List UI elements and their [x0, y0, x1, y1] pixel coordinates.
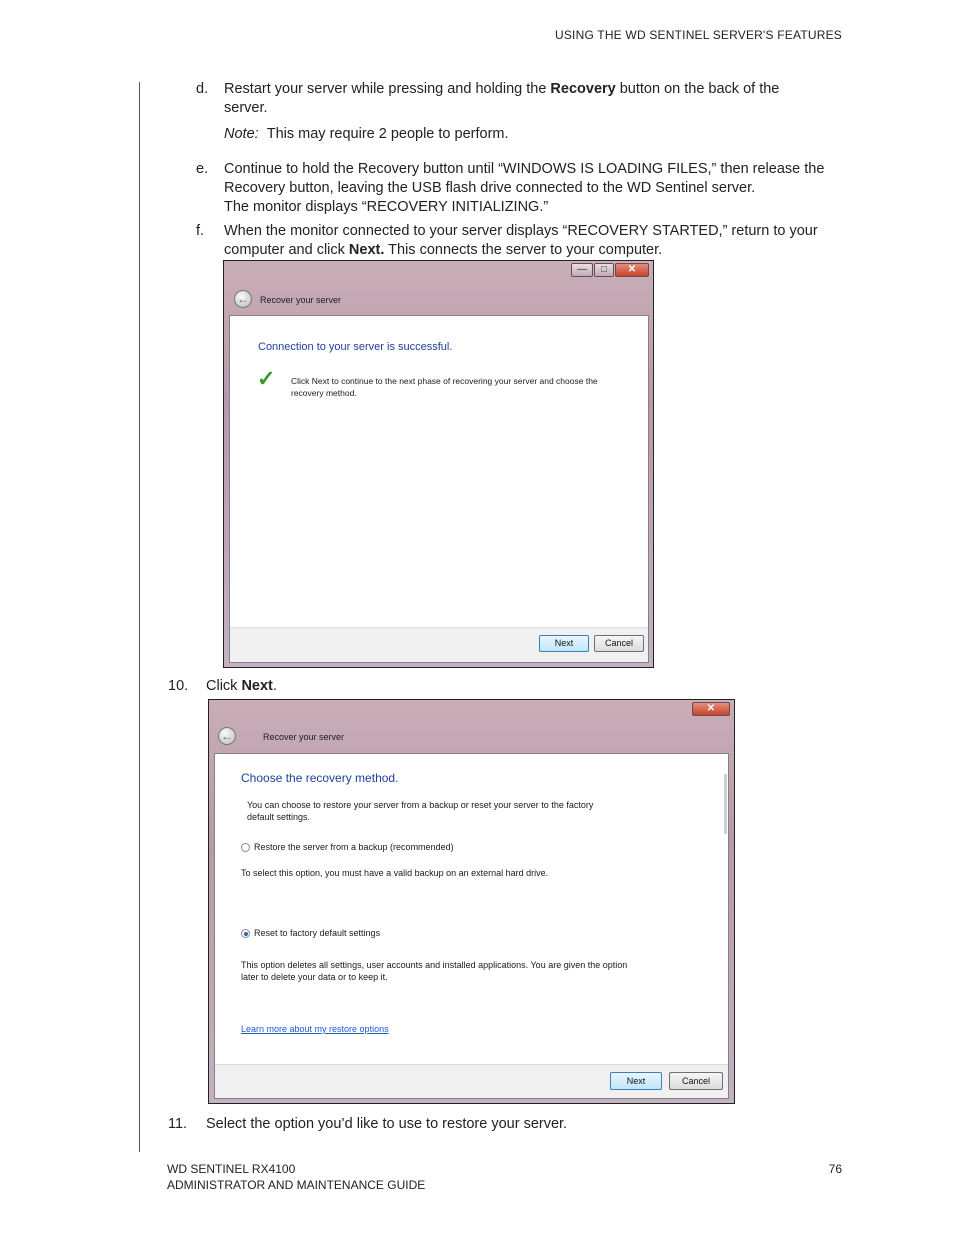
- dialog2-intro: [247, 799, 687, 823]
- step-d-text-before: Restart your server while pressing and holding the: [224, 81, 551, 97]
- running-header: USING THE WD SENTINEL SERVER'S FEATURES: [554, 28, 842, 42]
- dialog-choose-recovery-method: [208, 699, 735, 1104]
- next-button[interactable]: Next: [539, 635, 589, 652]
- radio-restore-backup[interactable]: [241, 843, 250, 852]
- dialog2-intro-line1: You can choose to restore your server from a backup or reset your server to the factory: [247, 800, 594, 810]
- dialog1-title: Recover your server: [260, 295, 342, 305]
- step-10-bold: Next: [241, 678, 273, 694]
- maximize-button[interactable]: □: [594, 263, 614, 277]
- step-e-line1: Continue to hold the Recovery button until “WINDOWS IS LOADING FILES,” then release the: [224, 161, 825, 177]
- step-d-line2: server.: [224, 100, 268, 116]
- dialog2-client: [214, 753, 729, 1099]
- next-button[interactable]: Next: [610, 1072, 662, 1090]
- option2-desc-line1: This option deletes all settings, user accounts and installed applications. You are given the option: [241, 960, 628, 970]
- back-arrow-icon[interactable]: ←: [218, 727, 236, 745]
- footer-line1: WD SENTINEL RX4100: [167, 1162, 296, 1176]
- step-f-text: [224, 222, 854, 260]
- note-label: Note:: [224, 126, 259, 142]
- radio-reset-factory[interactable]: [241, 929, 250, 938]
- step-11-text: Select the option you’d like to use to restore your server.: [206, 1116, 568, 1132]
- dialog2-titlebar: [209, 700, 734, 760]
- step-f-bold: Next.: [348, 242, 385, 258]
- step-10-text-after: .: [272, 678, 277, 694]
- option1-description: To select this option, you must have a valid backup on an external hard drive.: [241, 868, 549, 878]
- scrollbar[interactable]: [724, 774, 727, 834]
- dialog1-message: [291, 376, 631, 399]
- step-d-text-after: button on the back of the: [615, 81, 780, 97]
- learn-more-link[interactable]: Learn more about my restore options: [241, 1024, 389, 1034]
- step-10-text: [206, 677, 277, 696]
- dialog2-intro-line2: default settings.: [247, 812, 311, 822]
- note-text: This may require 2 people to perform.: [266, 126, 509, 142]
- footer-line2: ADMINISTRATOR AND MAINTENANCE GUIDE: [167, 1178, 426, 1192]
- dialog2-title: Recover your server: [263, 732, 345, 742]
- cancel-button[interactable]: Cancel: [594, 635, 644, 652]
- dialog-connection-successful: [223, 260, 654, 668]
- step-d-text: [224, 80, 844, 118]
- step-d-label: d.: [196, 81, 209, 97]
- dialog1-client: [229, 315, 649, 663]
- step-e-text: [224, 160, 854, 217]
- change-bar: [139, 82, 140, 1152]
- dialog2-button-bar: [215, 1064, 728, 1098]
- dialog1-heading: Connection to your server is successful.: [258, 341, 453, 353]
- dialog2-heading: Choose the recovery method.: [241, 771, 399, 785]
- dialog1-message-line1: Click Next to continue to the next phase of recovering your server and choose the: [291, 376, 598, 386]
- back-arrow-icon[interactable]: ←: [234, 290, 252, 308]
- option2-label[interactable]: Reset to factory default settings: [254, 928, 381, 938]
- page-number: 76: [828, 1162, 842, 1176]
- step-10-label: 10.: [168, 678, 189, 694]
- dialog1-button-bar: [230, 627, 648, 662]
- close-button[interactable]: ✕: [615, 263, 649, 277]
- step-d-bold: Recovery: [550, 81, 616, 97]
- step-f-label: f.: [196, 223, 205, 239]
- step-10-text-before: Click: [206, 678, 242, 694]
- close-button[interactable]: ✕: [692, 702, 730, 716]
- step-f-line2-before: computer and click: [224, 242, 349, 258]
- step-e-line3: The monitor displays “RECOVERY INITIALIZING.”: [224, 199, 549, 215]
- step-e-label: e.: [196, 161, 209, 177]
- minimize-button[interactable]: —: [571, 263, 593, 277]
- step-d-note: [224, 125, 509, 144]
- step-11-label: 11.: [168, 1116, 188, 1132]
- checkmark-icon: ✓: [257, 366, 276, 391]
- dialog1-window-controls: [571, 263, 649, 277]
- dialog2-window-controls: [692, 702, 730, 716]
- footer-product: [167, 1161, 425, 1193]
- step-f-line2-after: This connects the server to your computer.: [384, 242, 663, 258]
- step-f-line1: When the monitor connected to your server displays “RECOVERY STARTED,” return to your: [224, 223, 818, 239]
- step-e-line2: Recovery button, leaving the USB flash drive connected to the WD Sentinel server.: [224, 180, 756, 196]
- option1-label[interactable]: Restore the server from a backup (recommended): [254, 842, 454, 852]
- option2-desc-line2: later to delete your data or to keep it.: [241, 972, 388, 982]
- option2-description: [241, 959, 711, 983]
- dialog1-message-line2: recovery method.: [291, 387, 357, 398]
- cancel-button[interactable]: Cancel: [669, 1072, 723, 1090]
